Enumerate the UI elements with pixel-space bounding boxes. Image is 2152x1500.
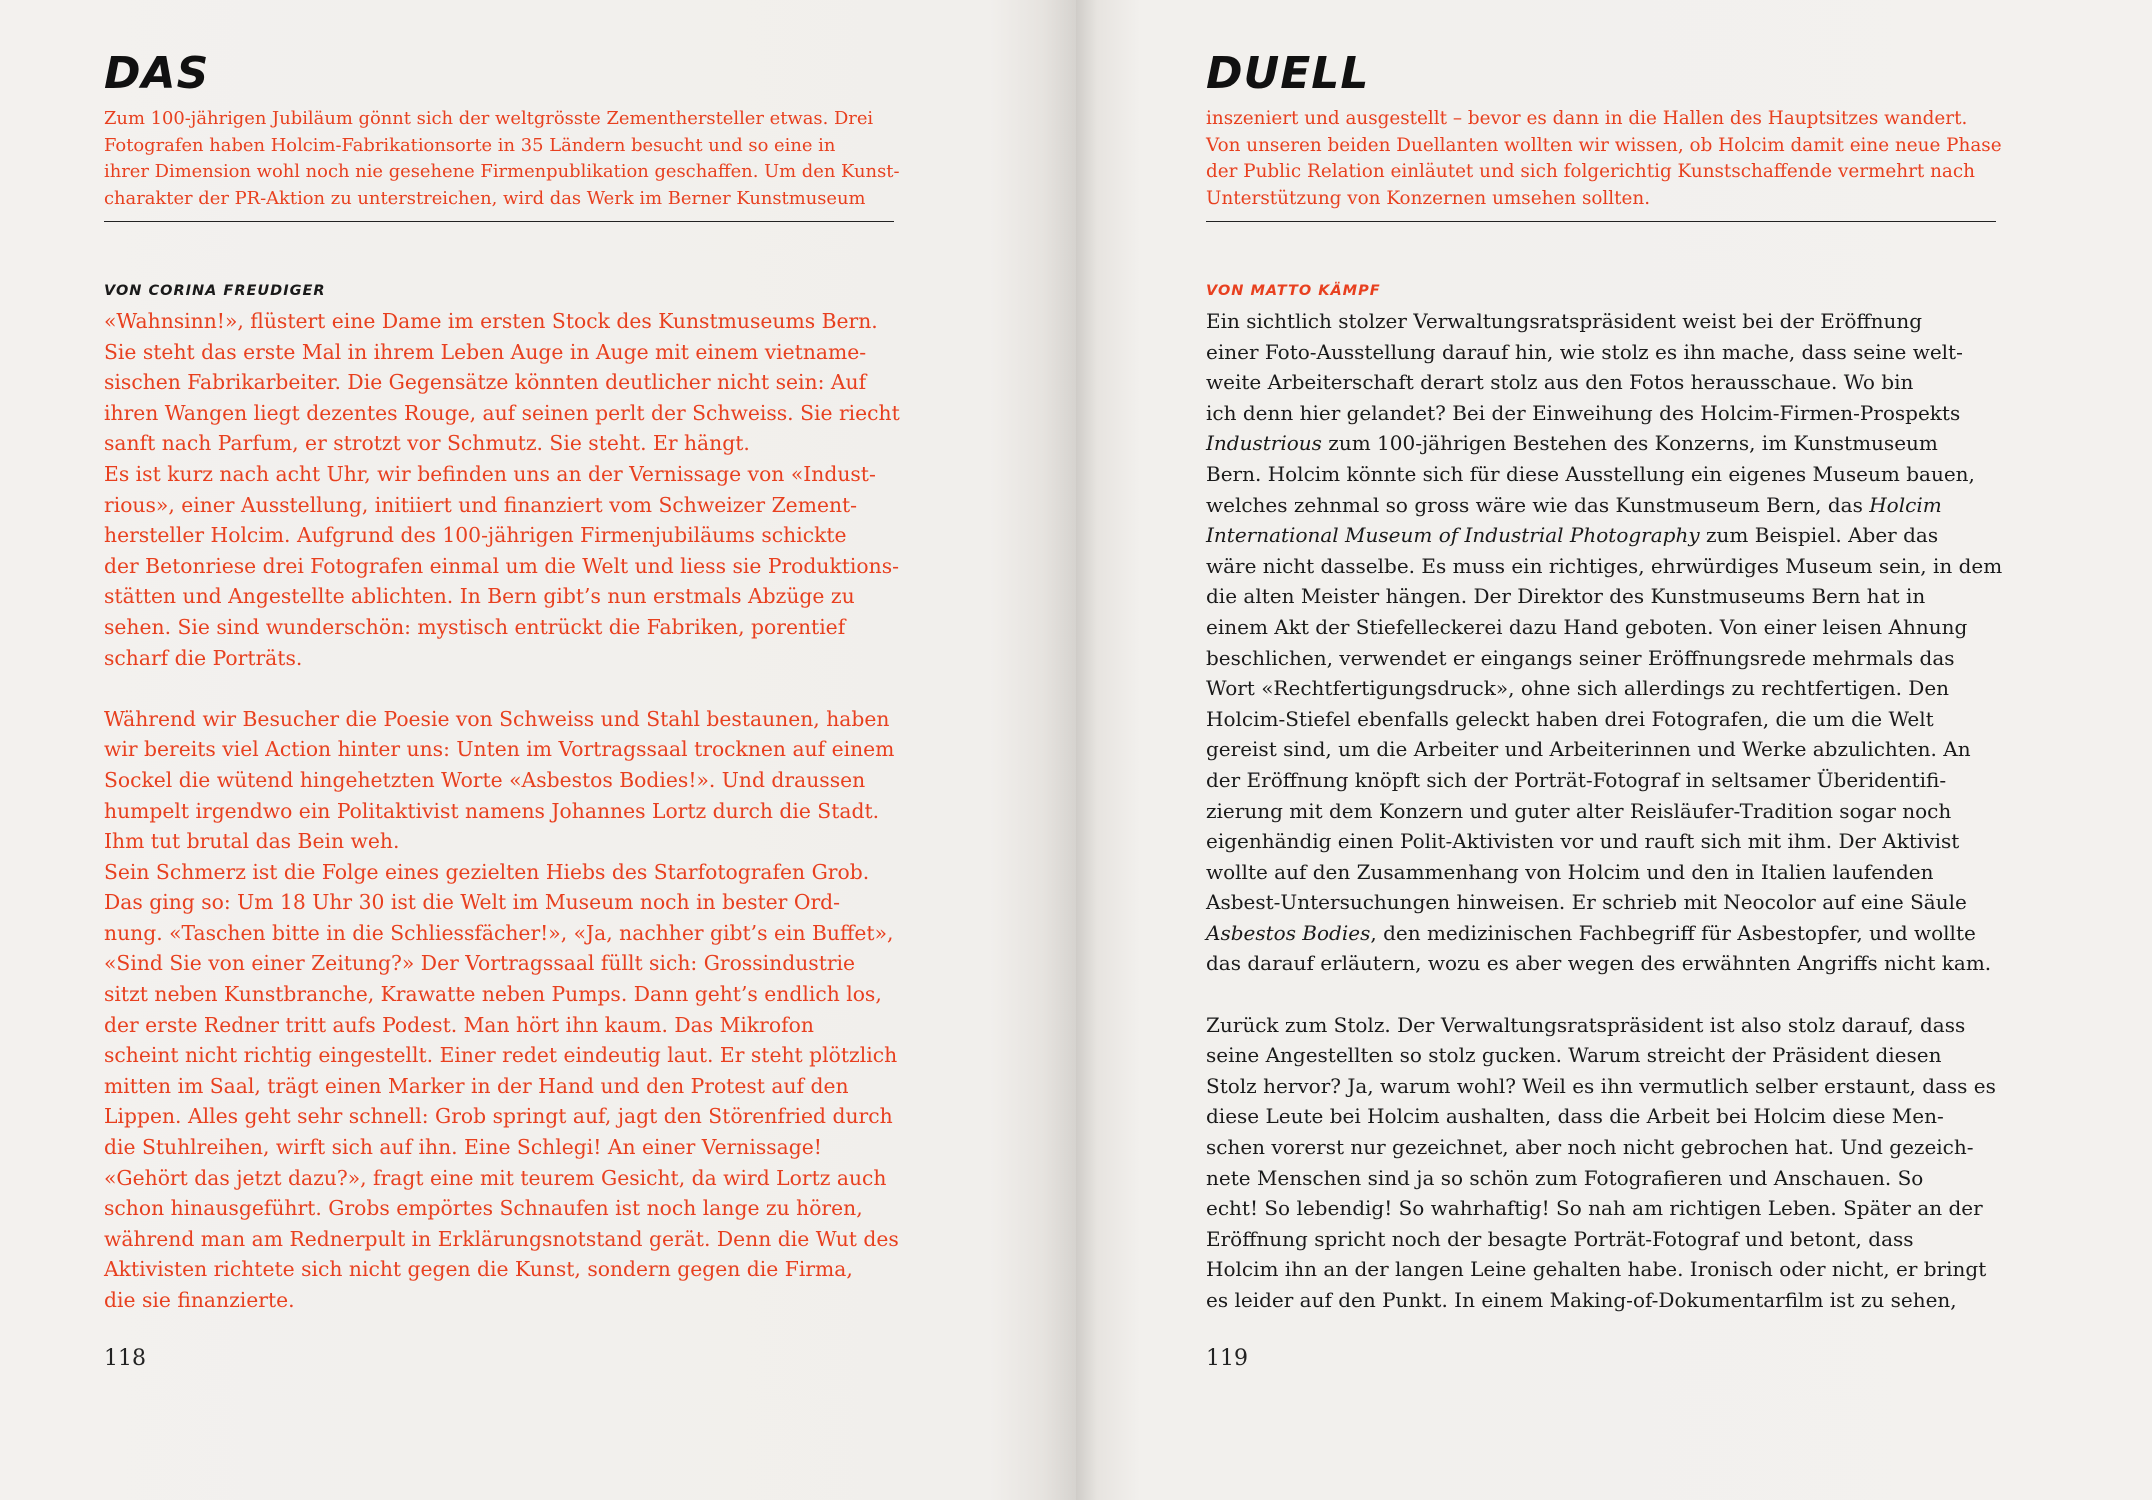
body-line: International Museum of Industrial Photography zum Beispiel. Aber das: [1206, 523, 1939, 548]
lead-line: Zum 100-jährigen Jubiläum gönnt sich der weltgrösste Zementhersteller etwas. Drei: [104, 108, 874, 129]
body-line: rious», einer Ausstellung, initiiert und finanziert vom Schweizer Zement-: [104, 492, 858, 517]
body-line: Eröffnung spricht noch der besagte Porträt-Fotograf und betont, dass: [1206, 1226, 1914, 1251]
lead-line: Unterstützung von Konzernen umsehen sollten.: [1206, 187, 1651, 209]
lead-line: Fotografen haben Holcim-Fabrikationsorte in 35 Ländern besucht und so eine in: [104, 134, 836, 156]
left-lead-divider: [104, 221, 894, 222]
lead-line: ihrer Dimension wohl noch nie gesehene Firmenpublikation geschaffen. Um den Kunst-: [104, 161, 900, 182]
body-line: eigenhändig einen Polit-Aktivisten vor und rauft sich mit ihm. Der Aktivist: [1206, 829, 1960, 854]
body-line: Sein Schmerz ist die Folge eines gezielten Hiebs des Starfotografen Grob.: [104, 859, 870, 884]
body-line: die alten Meister hängen. Der Direktor des Kunstmuseums Bern hat in: [1206, 584, 1926, 609]
body-line: «Wahnsinn!», flüstert eine Dame im ersten Stock des Kunstmuseums Bern.: [104, 309, 878, 333]
body-line: Sie steht das erste Mal in ihrem Leben Auge in Auge mit einem vietname-: [104, 339, 867, 364]
body-line: Aktivisten richtete sich nicht gegen die Kunst, sondern gegen die Firma,: [104, 1257, 853, 1282]
body-line: schen vorerst nur gezeichnet, aber noch nicht gebrochen hat. Und gezeich-: [1206, 1135, 1974, 1160]
body-line: humpelt irgendwo ein Politaktivist namens Johannes Lortz durch die Stadt.: [104, 798, 880, 823]
body-line: mitten im Saal, trägt einen Marker in der Hand und den Protest auf den: [104, 1073, 849, 1098]
body-line: sehen. Sie sind wunderschön: mystisch entrückt die Fabriken, porentief: [104, 614, 846, 639]
body-line: seine Angestellten so stolz gucken. Warum streicht der Präsident diesen: [1206, 1043, 1942, 1068]
lead-line: inszeniert und ausgestellt – bevor es dann in die Hallen des Hauptsitzes wandert.: [1206, 108, 1968, 129]
body-line: das darauf erläutern, wozu es aber wegen des erwähnten Angriffs nicht kam.: [1206, 951, 1992, 976]
body-line: Stolz hervor? Ja, warum wohl? Weil es ihn vermutlich selber erstaunt, dass es: [1206, 1073, 1996, 1098]
body-line: sitzt neben Kunstbranche, Krawatte neben Pumps. Dann geht’s endlich los,: [104, 982, 882, 1007]
body-line: nete Menschen sind ja so schön zum Fotografieren und Anschauen. So: [1206, 1165, 1924, 1190]
body-line: Es ist kurz nach acht Uhr, wir befinden uns an der Vernissage von «Indust-: [104, 461, 876, 486]
body-line: gereist sind, um die Arbeiter und Arbeiterinnen und Werke abzulichten. An: [1206, 737, 1971, 762]
body-line: «Sind Sie von einer Zeitung?» Der Vortragssaal füllt sich: Grossindustrie: [104, 951, 856, 976]
body-line: «Gehört das jetzt dazu?», fragt eine mit teurem Gesicht, da wird Lortz auch: [104, 1165, 887, 1190]
body-line: der Betonriese drei Fotografen einmal um die Welt und liess sie Produktions-: [104, 553, 899, 578]
right-author-byline: VON MATTO KÄMPF: [1206, 283, 1381, 299]
body-line: Lippen. Alles geht sehr schnell: Grob springt auf, jagt den Störenfried durch: [104, 1104, 893, 1129]
body-line: ich denn hier gelandet? Bei der Einweihung des Holcim-Firmen-Prospekts: [1206, 400, 1961, 425]
body-line: Ihm tut brutal das Bein weh.: [104, 829, 400, 854]
body-line: Asbest-Untersuchungen hinweisen. Er schrieb mit Neocolor auf eine Säule: [1206, 890, 1967, 915]
body-line: Wort «Rechtfertigungsdruck», ohne sich allerdings zu rechtfertigen. Den: [1206, 676, 1950, 701]
body-line: stätten und Angestellte ablichten. In Bern gibt’s nun erstmals Abzüge zu: [104, 584, 855, 609]
body-line: diese Leute bei Holcim aushalten, dass die Arbeit bei Holcim diese Men-: [1206, 1104, 1944, 1129]
body-line: die Stuhlreihen, wirft sich auf ihn. Eine Schlegi! An einer Vernissage!: [104, 1135, 822, 1160]
lead-line: charakter der PR-Aktion zu unterstreichen, wird das Werk im Berner Kunstmuseum: [104, 187, 866, 209]
body-line: ihren Wangen liegt dezentes Rouge, auf seinen perlt der Schweiss. Sie riecht: [104, 400, 900, 425]
left-body-text: [104, 306, 904, 1316]
right-lead-divider: [1206, 221, 1996, 222]
body-line: echt! So lebendig! So wahrhaftig! So nah am richtigen Leben. Später an der: [1206, 1196, 1983, 1221]
right-body-text: [1206, 306, 2006, 1316]
body-line: scharf die Porträts.: [104, 645, 303, 670]
body-line: nung. «Taschen bitte in die Schliessfächer!», «Ja, nachher gibt’s ein Buffet»,: [104, 920, 894, 945]
body-line: Industrious zum 100-jährigen Bestehen des Konzerns, im Kunstmuseum: [1206, 431, 1938, 456]
left-lead-paragraph: [104, 106, 904, 212]
right-page-number: 119: [1206, 1346, 1248, 1371]
body-line: wollte auf den Zusammenhang von Holcim und den in Italien laufenden: [1206, 859, 1934, 884]
lead-line: Von unseren beiden Duellanten wollten wir wissen, ob Holcim damit eine neue Phase: [1206, 134, 2002, 156]
body-line: schon hinausgeführt. Grobs empörtes Schnaufen ist noch lange zu hören,: [104, 1196, 863, 1221]
body-line: einer Foto-Ausstellung darauf hin, wie stolz es ihn mache, dass seine welt-: [1206, 339, 1963, 364]
body-line: Bern. Holcim könnte sich für diese Ausstellung ein eigenes Museum bauen,: [1206, 461, 1975, 486]
body-line: Ein sichtlich stolzer Verwaltungsratspräsident weist bei der Eröffnung: [1206, 309, 1923, 333]
left-page-title: DAS: [104, 48, 210, 99]
body-line: Asbestos Bodies, den medizinischen Fachbegriff für Asbestopfer, und wollte: [1206, 920, 1976, 945]
paragraph-break: [1206, 979, 2006, 1010]
body-line: der erste Redner tritt aufs Podest. Man hört ihn kaum. Das Mikrofon: [104, 1012, 814, 1037]
body-line: Sockel die wütend hingehetzten Worte «Asbestos Bodies!». Und draussen: [104, 767, 866, 792]
body-line: die sie finanzierte.: [104, 1288, 295, 1312]
body-line: der Eröffnung knöpft sich der Porträt-Fotograf in seltsamer Überidentifi-: [1206, 767, 1947, 792]
body-line: hersteller Holcim. Aufgrund des 100-jährigen Firmenjubiläums schickte: [104, 523, 847, 548]
body-line: Das ging so: Um 18 Uhr 30 ist die Welt im Museum noch in bester Ord-: [104, 890, 841, 915]
right-lead-paragraph: [1206, 106, 2006, 212]
body-line: beschlichen, verwendet er eingangs seiner Eröffnungsrede mehrmals das: [1206, 645, 1955, 670]
body-line: zierung mit dem Konzern und guter alter Reisläufer-Tradition sogar noch: [1206, 798, 1952, 823]
lead-line: der Public Relation einläutet und sich folgerichtig Kunstschaffende vermehrt nach: [1206, 161, 1975, 182]
body-line: Während wir Besucher die Poesie von Schweiss und Stahl bestaunen, haben: [104, 706, 890, 731]
body-line: scheint nicht richtig eingestellt. Einer redet eindeutig laut. Er steht plötzlich: [104, 1043, 898, 1068]
body-line: Holcim ihn an der langen Leine gehalten habe. Ironisch oder nicht, er bringt: [1206, 1257, 1987, 1282]
body-line: weite Arbeiterschaft derart stolz aus den Fotos herausschaue. Wo bin: [1206, 370, 1914, 395]
body-line: Zurück zum Stolz. Der Verwaltungsratspräsident ist also stolz darauf, dass: [1206, 1012, 1966, 1037]
paragraph-break: [104, 673, 904, 704]
left-author-byline: VON CORINA FREUDIGER: [104, 283, 326, 299]
body-line: einem Akt der Stiefelleckerei dazu Hand geboten. Von einer leisen Ahnung: [1206, 614, 1968, 639]
body-line: sanft nach Parfum, er strotzt vor Schmutz. Sie steht. Er hängt.: [104, 431, 750, 456]
body-line: welches zehnmal so gross wäre wie das Kunstmuseum Bern, das Holcim: [1206, 492, 1942, 517]
body-line: wäre nicht dasselbe. Es muss ein richtiges, ehrwürdiges Museum sein, in dem: [1206, 553, 2003, 578]
body-line: es leider auf den Punkt. In einem Making-of-Dokumentarfilm ist zu sehen,: [1206, 1288, 1957, 1312]
body-line: sischen Fabrikarbeiter. Die Gegensätze könnten deutlicher nicht sein: Auf: [104, 370, 867, 395]
right-page-title: DUELL: [1206, 48, 1370, 99]
body-line: Holcim-Stiefel ebenfalls geleckt haben drei Fotografen, die um die Welt: [1206, 706, 1934, 731]
left-page-number: 118: [104, 1346, 146, 1371]
right-page: [1076, 0, 2152, 1500]
body-line: wir bereits viel Action hinter uns: Unten im Vortragssaal trocknen auf einem: [104, 737, 895, 762]
body-line: während man am Rednerpult in Erklärungsnotstand gerät. Denn die Wut des: [104, 1226, 899, 1251]
